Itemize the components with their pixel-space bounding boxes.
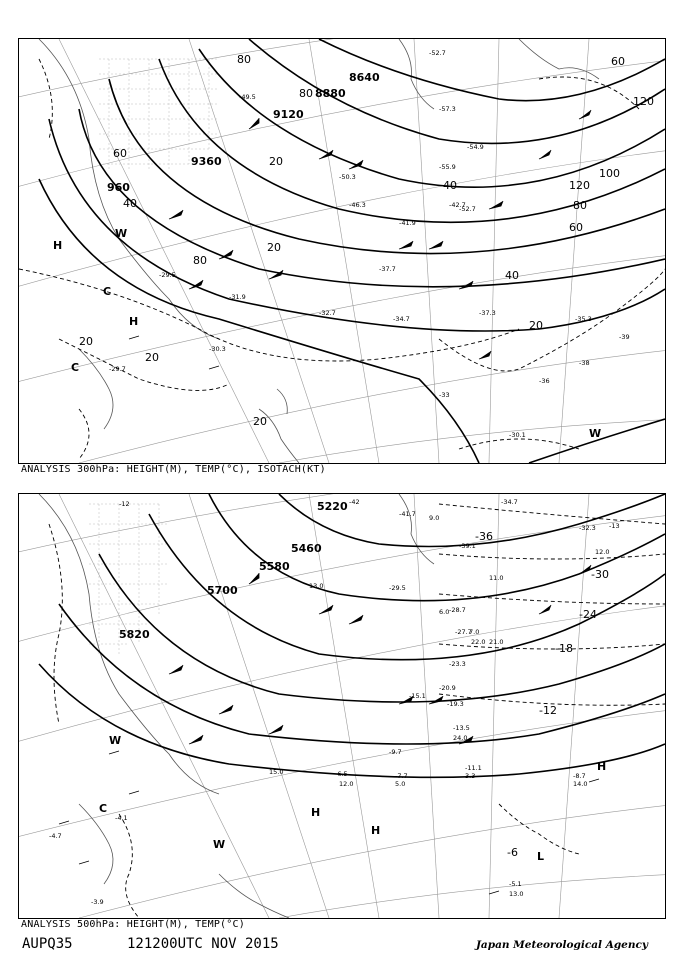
dewpoint-value: 15.0: [269, 768, 284, 776]
temp-value: -27.7: [455, 628, 472, 636]
isotach-label: 20: [267, 241, 281, 254]
height-label: 5700: [207, 584, 238, 597]
height-label: 960: [107, 181, 130, 194]
chart-500hpa-canvas: [19, 494, 665, 918]
temp-value: -23.3: [449, 660, 466, 668]
temp-value: -7.7: [395, 772, 408, 780]
agency-name: Japan Meteorological Agency: [475, 939, 648, 951]
high-pressure-center: H: [311, 806, 321, 819]
temp-value: -52.7: [459, 205, 476, 213]
isotherm-label: -30: [591, 568, 609, 581]
dewpoint-value: 9.0: [429, 514, 440, 522]
isotach-label: 20: [79, 335, 93, 348]
warm-center: W: [589, 427, 602, 440]
product-code: AUPQ35: [22, 936, 73, 952]
temp-value: -29.7: [109, 365, 126, 373]
temp-value: -15.1: [409, 692, 426, 700]
temp-value: -36: [539, 377, 550, 385]
dewpoint-value: 12.0: [595, 548, 610, 556]
temp-value: -39.1: [459, 542, 476, 550]
isotach-label: 60: [569, 221, 583, 234]
dewpoint-value: 5.0: [395, 780, 406, 788]
temp-value: -49.5: [239, 93, 256, 101]
height-label: 5820: [119, 628, 150, 641]
chart-300hpa-canvas: [19, 39, 665, 463]
low-pressure-center: L: [537, 850, 545, 863]
isotach-label: 100: [599, 167, 620, 180]
coastlines: [39, 494, 434, 918]
temp-value: -6.5: [335, 770, 348, 778]
high-pressure-center: H: [371, 824, 381, 837]
isotach-label: 40: [123, 197, 137, 210]
isotach-label: 60: [611, 55, 625, 68]
isotach-label: 60: [113, 147, 127, 160]
height-label: 9360: [191, 155, 222, 168]
height-label: 5580: [259, 560, 290, 573]
temp-value: -19.3: [447, 700, 464, 708]
high-pressure-center: H: [129, 315, 139, 328]
temp-value: -29.5: [159, 271, 176, 279]
isotach-label: 20: [145, 351, 159, 364]
isotach-label: 20: [529, 319, 543, 332]
isotach-label: 40: [505, 269, 519, 282]
temp-value: -38: [579, 359, 590, 367]
high-pressure-center: H: [53, 239, 63, 252]
isotach-label: 20: [253, 415, 267, 428]
height-label: 5460: [291, 542, 322, 555]
cold-center: C: [103, 285, 112, 298]
isotherm-label: -18: [555, 642, 573, 655]
isotherm-label: -6: [507, 846, 518, 859]
temp-value: -9.7: [389, 748, 402, 756]
temp-value: -11.1: [465, 764, 482, 772]
temp-value: -32.3: [579, 524, 596, 532]
valid-time: 121200UTC NOV 2015: [127, 936, 279, 952]
cold-center: C: [71, 361, 80, 374]
temp-value: -30.1: [509, 431, 526, 439]
temp-value: -34.7: [501, 498, 518, 506]
height-label: 5220: [317, 500, 348, 513]
isotach-label: 80: [573, 199, 587, 212]
temp-value: -8.7: [573, 772, 586, 780]
temp-value: -39: [619, 333, 630, 341]
temp-value: -29.5: [389, 584, 406, 592]
temp-value: -34.7: [393, 315, 410, 323]
temp-value: -33: [439, 391, 450, 399]
dewpoint-value: 14.0: [573, 780, 588, 788]
dewpoint-value: 21.0: [489, 638, 504, 646]
coastlines: [39, 39, 602, 463]
chart-500hpa: [18, 493, 666, 919]
temp-value: -31.9: [229, 293, 246, 301]
height-label: 9120: [273, 108, 304, 121]
dewpoint-value: 13.0: [509, 890, 524, 898]
temp-value: -37.3: [479, 309, 496, 317]
isotach-label: 80: [299, 87, 313, 100]
dewpoint-value: 11.0: [489, 574, 504, 582]
dewpoint-value: 7.0: [469, 628, 480, 636]
temp-value: -12: [119, 500, 130, 508]
warm-center: W: [109, 734, 122, 747]
temp-value: -42: [349, 498, 360, 506]
temp-value: -20.9: [439, 684, 456, 692]
dewpoint-value: 3.3: [465, 772, 476, 780]
temp-value: -4.1: [115, 814, 128, 822]
temp-value: -30.3: [209, 345, 226, 353]
warm-center: W: [213, 838, 226, 851]
chart-300hpa-caption: ANALYSIS 300hPa: HEIGHT(M), TEMP(°C), ISOTACH(KT): [21, 464, 326, 475]
temp-value: -54.9: [467, 143, 484, 151]
isotach-label: 20: [269, 155, 283, 168]
temp-value: -37.7: [379, 265, 396, 273]
isotach-label: 40: [443, 179, 457, 192]
height-label: 8640: [349, 71, 380, 84]
isotherm-label: -36: [475, 530, 493, 543]
dewpoint-value: 24.0: [453, 734, 468, 742]
isotach-label: 120: [569, 179, 590, 192]
isotach-label: 80: [237, 53, 251, 66]
temp-value: -28.7: [449, 606, 466, 614]
temp-value: -5.1: [509, 880, 522, 888]
chart-500hpa-caption: ANALYSIS 500hPa: HEIGHT(M), TEMP(°C): [21, 919, 245, 930]
dewpoint-value: 12.0: [339, 780, 354, 788]
warm-center: W: [115, 227, 128, 240]
temp-value: -41.7: [399, 510, 416, 518]
isotherm-label: -12: [539, 704, 557, 717]
temp-value: -50.3: [339, 173, 356, 181]
temp-value: -52.7: [429, 49, 446, 57]
temp-value: -41.9: [399, 219, 416, 227]
cold-center: C: [99, 802, 108, 815]
chart-300hpa: [18, 38, 666, 464]
temp-value: -46.3: [349, 201, 366, 209]
temp-value: -55.9: [439, 163, 456, 171]
height-label: 8880: [315, 87, 346, 100]
temp-value: -3.9: [91, 898, 104, 906]
isotherm-contours: [49, 504, 665, 918]
high-pressure-center: H: [597, 760, 607, 773]
temp-value: -57.3: [439, 105, 456, 113]
temp-value: -32.7: [319, 309, 336, 317]
isotherm-label: -24: [579, 608, 597, 621]
dewpoint-value: 13.0: [309, 582, 324, 590]
dewpoint-value: 22.0: [471, 638, 486, 646]
dewpoint-value: 6.0: [439, 608, 450, 616]
temp-value: -35.3: [575, 315, 592, 323]
graticule: [19, 494, 665, 918]
isotach-label: 80: [193, 254, 207, 267]
temp-value: -42.7: [449, 201, 466, 209]
temp-value: -4.7: [49, 832, 62, 840]
temp-value: -13.5: [453, 724, 470, 732]
isotach-label: 120: [633, 95, 654, 108]
temp-value: -13: [609, 522, 620, 530]
